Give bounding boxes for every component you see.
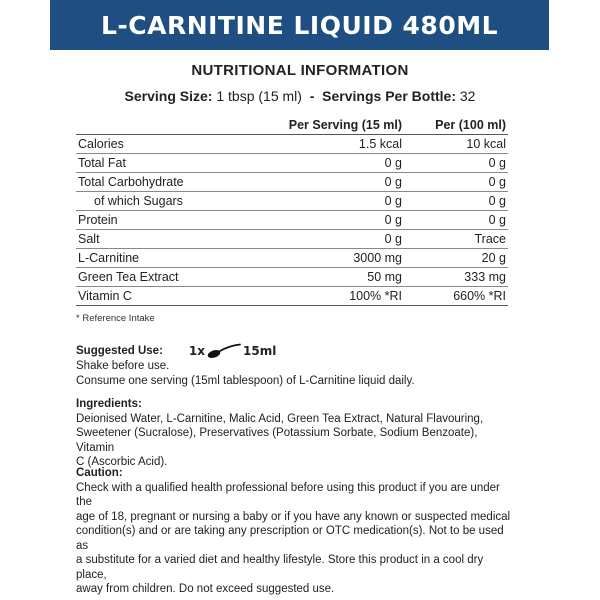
dosage-indicator bbox=[189, 343, 276, 359]
table-row bbox=[76, 268, 508, 287]
per-serving-value: 50 mg bbox=[250, 268, 404, 287]
ingredients-line: Deionised Water, L-Carnitine, Malic Acid, Green Tea Extract, Natural Flavouring, bbox=[76, 412, 484, 425]
caution-line: age of 18, pregnant or nursing a baby or if you have any known or suspected medical bbox=[76, 510, 511, 523]
per-100-value: 0 g bbox=[404, 173, 508, 192]
nutrition-table bbox=[76, 115, 508, 306]
per-100-value: 20 g bbox=[404, 249, 508, 268]
ingredients-line: Sweetener (Sucralose), Preservatives (Potassium Sorbate, Sodium Benzoate), Vitamin bbox=[76, 427, 478, 454]
table-row bbox=[76, 173, 508, 192]
nutrient-name: Salt bbox=[76, 230, 250, 249]
table-row bbox=[76, 154, 508, 173]
ingredients-title: Ingredients: bbox=[76, 398, 142, 410]
caution-line: condition(s) and or are taking any prescription or OTC medication(s). Not to be used as bbox=[76, 525, 504, 552]
nutrient-name: L-Carnitine bbox=[76, 249, 250, 268]
serving-separator: - bbox=[309, 88, 315, 104]
spoon-icon bbox=[207, 343, 241, 359]
table-row bbox=[76, 192, 508, 211]
nutrient-name: of which Sugars bbox=[76, 192, 250, 211]
title-banner bbox=[50, 0, 549, 50]
per-serving-value: 100% *RI bbox=[250, 287, 404, 306]
table-row bbox=[76, 211, 508, 230]
product-title: L-CARNITINE LIQUID 480ML bbox=[100, 10, 499, 40]
nutrient-name: Calories bbox=[76, 135, 250, 154]
per-100-value: 0 g bbox=[404, 192, 508, 211]
per-serving-value: 0 g bbox=[250, 154, 404, 173]
per-serving-value: 0 g bbox=[250, 211, 404, 230]
servings-per-bottle-value: 32 bbox=[459, 88, 476, 104]
nutrient-name: Protein bbox=[76, 211, 250, 230]
per-serving-value: 0 g bbox=[250, 192, 404, 211]
table-row bbox=[76, 287, 508, 306]
per-serving-value: 1.5 kcal bbox=[250, 135, 404, 154]
serving-size-label: Serving Size: bbox=[124, 88, 213, 104]
serving-size-value: 1 tbsp (15 ml) bbox=[216, 88, 302, 104]
per-100-value: 0 g bbox=[404, 154, 508, 173]
ingredients-section bbox=[76, 397, 516, 470]
ingredients-line: C (Ascorbic Acid). bbox=[76, 456, 168, 468]
column-header-name bbox=[76, 115, 250, 135]
servings-per-bottle-label: Servings Per Bottle: bbox=[322, 88, 456, 104]
table-row bbox=[76, 230, 508, 249]
table-row bbox=[76, 135, 508, 154]
suggested-use-line: Shake before use. bbox=[76, 360, 170, 372]
reference-intake-note: * Reference Intake bbox=[76, 313, 155, 324]
table-row bbox=[76, 249, 508, 268]
dosage-volume: 15ml bbox=[243, 343, 277, 358]
per-serving-value: 0 g bbox=[250, 230, 404, 249]
nutrient-name: Total Fat bbox=[76, 154, 250, 173]
dosage-quantity: 1x bbox=[188, 343, 206, 358]
column-header-per-100: Per (100 ml) bbox=[404, 115, 508, 135]
per-100-value: 660% *RI bbox=[404, 287, 508, 306]
caution-section bbox=[76, 466, 516, 597]
suggested-use-title: Suggested Use: bbox=[76, 344, 163, 357]
column-header-per-serving: Per Serving (15 ml) bbox=[250, 115, 404, 135]
table-header-row bbox=[76, 115, 508, 135]
caution-line: Check with a qualified health professional before using this product if you are under the bbox=[76, 481, 500, 508]
suggested-use-section bbox=[76, 343, 516, 388]
per-serving-value: 0 g bbox=[250, 173, 404, 192]
caution-line: away from children. Do not exceed suggested use. bbox=[76, 583, 335, 595]
nutrient-name: Green Tea Extract bbox=[76, 268, 250, 287]
suggested-use-line: Consume one serving (15ml tablespoon) of L-Carnitine liquid daily. bbox=[76, 374, 415, 387]
per-100-value: Trace bbox=[404, 230, 508, 249]
caution-line: a substitute for a varied diet and healthy lifestyle. Store this product in a cool dry place, bbox=[76, 554, 484, 581]
caution-title: Caution: bbox=[76, 467, 123, 479]
per-100-value: 0 g bbox=[404, 211, 508, 230]
per-100-value: 333 mg bbox=[404, 268, 508, 287]
per-100-value: 10 kcal bbox=[404, 135, 508, 154]
serving-info bbox=[0, 88, 600, 104]
per-serving-value: 3000 mg bbox=[250, 249, 404, 268]
nutrient-name: Total Carbohydrate bbox=[76, 173, 250, 192]
nutrient-name: Vitamin C bbox=[76, 287, 250, 306]
nutrition-heading: NUTRITIONAL INFORMATION bbox=[191, 62, 409, 79]
